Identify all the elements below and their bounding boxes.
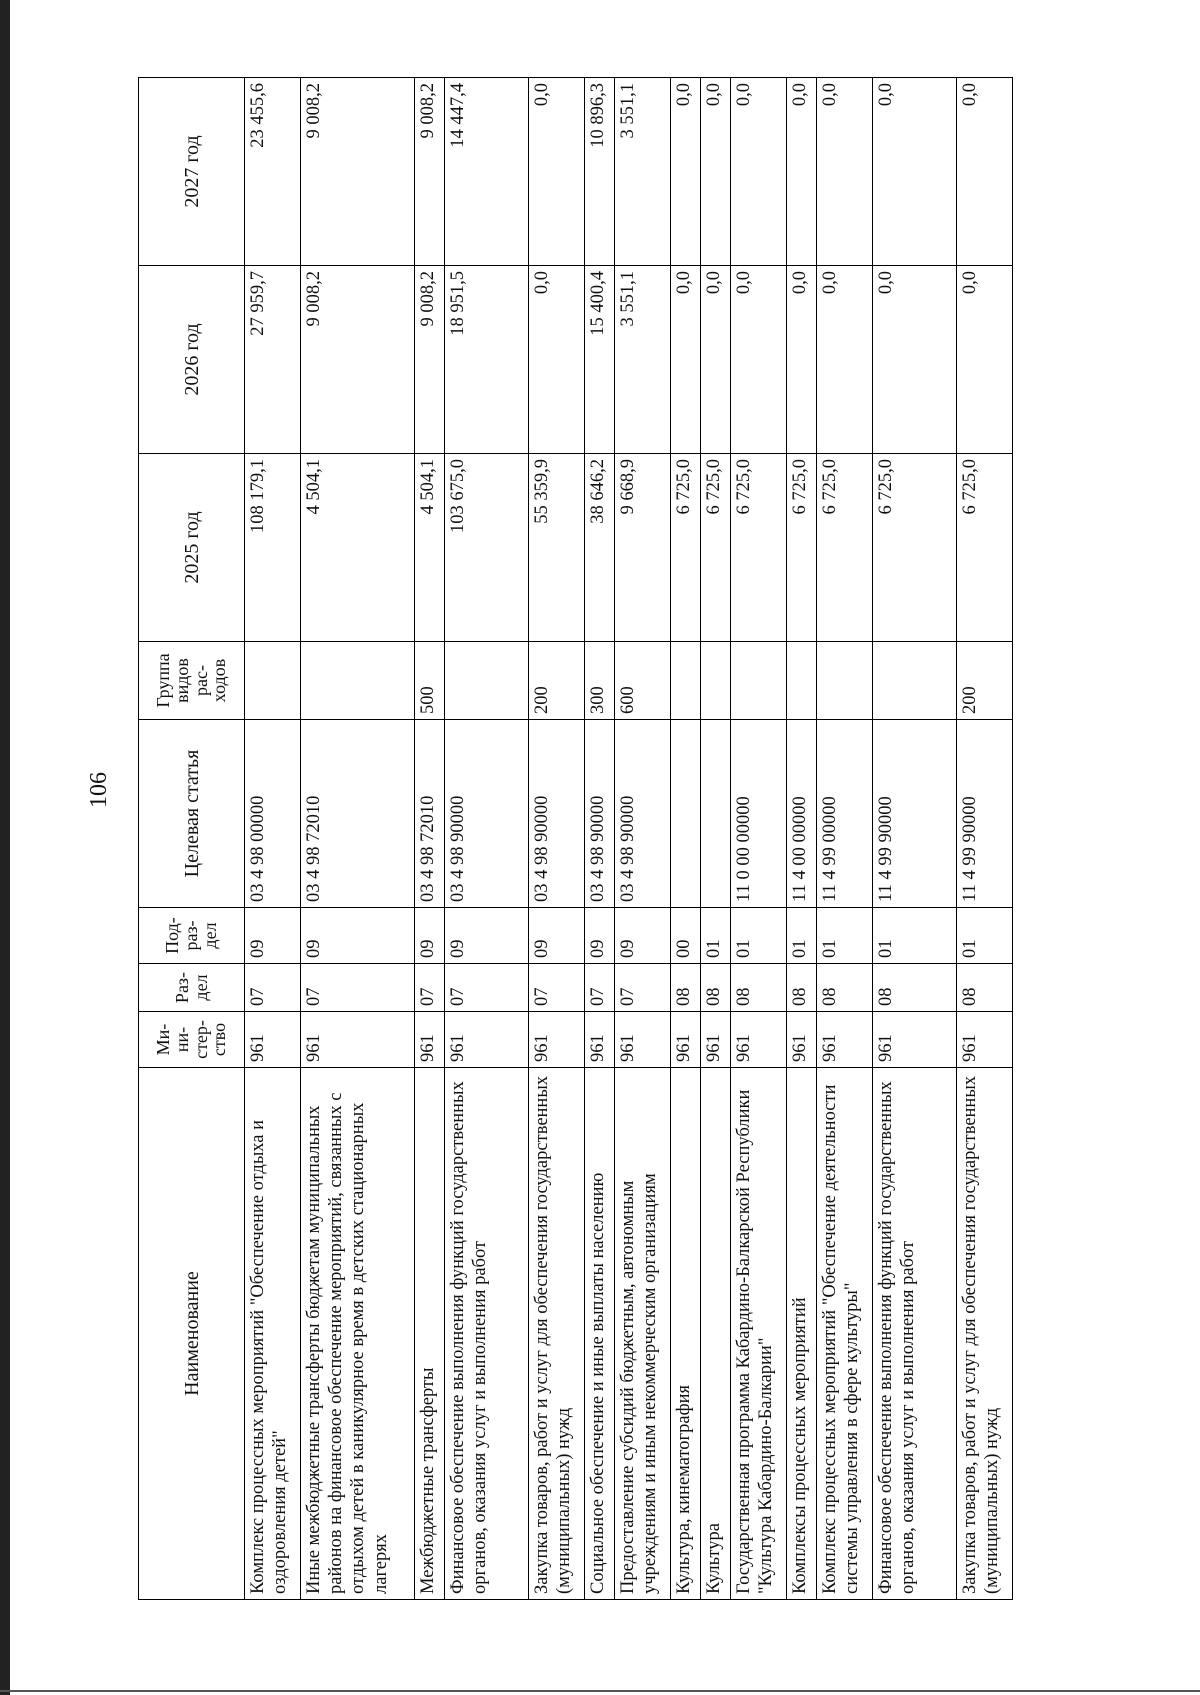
cell-target — [671, 720, 701, 908]
cell-ministry: 961 — [957, 1012, 1013, 1068]
cell-subsection: 01 — [731, 908, 787, 964]
table-row — [415, 78, 445, 1600]
table-row — [787, 78, 817, 1600]
table-row — [873, 78, 957, 1600]
cell-section: 08 — [817, 964, 873, 1012]
cell-section: 08 — [671, 964, 701, 1012]
cell-2025: 55 359,9 — [529, 454, 585, 642]
cell-subsection: 09 — [585, 908, 615, 964]
cell-group — [817, 642, 873, 720]
cell-2026: 0,0 — [817, 266, 873, 454]
cell-ministry: 961 — [701, 1012, 731, 1068]
cell-group — [701, 642, 731, 720]
table-row — [529, 78, 585, 1600]
cell-ministry: 961 — [445, 1012, 529, 1068]
cell-2025: 6 725,0 — [787, 454, 817, 642]
cell-2027: 10 896,3 — [585, 78, 615, 266]
cell-2026: 9 008,2 — [301, 266, 415, 454]
cell-target: 11 4 99 00000 — [817, 720, 873, 908]
cell-2027: 9 008,2 — [301, 78, 415, 266]
cell-target: 11 0 00 00000 — [731, 720, 787, 908]
cell-name: Межбюджетные трансферты — [415, 1068, 445, 1600]
cell-ministry: 961 — [245, 1012, 301, 1068]
cell-subsection: 01 — [957, 908, 1013, 964]
cell-target: 11 4 99 90000 — [957, 720, 1013, 908]
col-expense-group: Группа видов рас- ходов — [139, 642, 245, 720]
cell-section: 07 — [529, 964, 585, 1012]
cell-2026: 0,0 — [957, 266, 1013, 454]
cell-2025: 103 675,0 — [445, 454, 529, 642]
cell-group — [787, 642, 817, 720]
cell-ministry: 961 — [817, 1012, 873, 1068]
cell-name: Государственная программа Кабардино-Балкарской Республики "Культура Кабардино-Балкарии" — [731, 1068, 787, 1600]
cell-target: 03 4 98 72010 — [415, 720, 445, 908]
cell-target: 03 4 98 90000 — [615, 720, 671, 908]
cell-2025: 6 725,0 — [731, 454, 787, 642]
cell-ministry: 961 — [585, 1012, 615, 1068]
cell-2027: 3 551,1 — [615, 78, 671, 266]
cell-section: 08 — [957, 964, 1013, 1012]
table-row — [301, 78, 415, 1600]
cell-2026: 0,0 — [873, 266, 957, 454]
cell-group: 200 — [529, 642, 585, 720]
cell-2026: 3 551,1 — [615, 266, 671, 454]
cell-ministry: 961 — [301, 1012, 415, 1068]
cell-2027: 0,0 — [701, 78, 731, 266]
cell-section: 07 — [445, 964, 529, 1012]
cell-group — [671, 642, 701, 720]
cell-target: 03 4 98 90000 — [529, 720, 585, 908]
cell-section: 07 — [585, 964, 615, 1012]
cell-section: 07 — [245, 964, 301, 1012]
cell-2026: 0,0 — [701, 266, 731, 454]
cell-ministry: 961 — [615, 1012, 671, 1068]
cell-section: 07 — [415, 964, 445, 1012]
cell-2026: 0,0 — [671, 266, 701, 454]
cell-name: Закупка товаров, работ и услуг для обеспечения государственных (муниципальных) нужд — [957, 1068, 1013, 1600]
cell-section: 08 — [787, 964, 817, 1012]
cell-group: 200 — [957, 642, 1013, 720]
cell-2025: 6 725,0 — [957, 454, 1013, 642]
cell-section: 07 — [301, 964, 415, 1012]
cell-2025: 9 668,9 — [615, 454, 671, 642]
cell-2026: 27 959,7 — [245, 266, 301, 454]
cell-2025: 38 646,2 — [585, 454, 615, 642]
cell-2027: 14 447,4 — [445, 78, 529, 266]
cell-2027: 0,0 — [787, 78, 817, 266]
table-row — [731, 78, 787, 1600]
header-row — [139, 78, 245, 1600]
cell-2025: 108 179,1 — [245, 454, 301, 642]
cell-target: 11 4 99 90000 — [873, 720, 957, 908]
page-number: 106 — [86, 772, 112, 808]
cell-subsection: 09 — [301, 908, 415, 964]
cell-subsection: 01 — [787, 908, 817, 964]
cell-group: 500 — [415, 642, 445, 720]
cell-2027: 0,0 — [873, 78, 957, 266]
cell-ministry: 961 — [731, 1012, 787, 1068]
cell-name: Культура — [701, 1068, 731, 1600]
cell-name: Иные межбюджетные трансферты бюджетам муниципальных районов на финансовое обеспечение мероприятий, связанных с отдыхом детей в каникулярное время в детских стационарных лагерях — [301, 1068, 415, 1600]
rotated-table-wrapper — [138, 78, 1013, 1600]
budget-table — [138, 77, 1013, 1600]
cell-target: 11 4 00 00000 — [787, 720, 817, 908]
cell-target: 03 4 98 90000 — [585, 720, 615, 908]
cell-name: Закупка товаров, работ и услуг для обеспечения государственных (муниципальных) нужд — [529, 1068, 585, 1600]
cell-section: 07 — [615, 964, 671, 1012]
col-2025: 2025 год — [139, 454, 245, 642]
cell-ministry: 961 — [415, 1012, 445, 1068]
col-subsection: Под- раз- дел — [139, 908, 245, 964]
cell-group — [245, 642, 301, 720]
cell-2025: 6 725,0 — [701, 454, 731, 642]
col-name: Наименование — [139, 1068, 245, 1600]
cell-ministry: 961 — [671, 1012, 701, 1068]
cell-ministry: 961 — [529, 1012, 585, 1068]
cell-2027: 0,0 — [817, 78, 873, 266]
cell-name: Социальное обеспечение и иные выплаты населению — [585, 1068, 615, 1600]
cell-ministry: 961 — [787, 1012, 817, 1068]
cell-section: 08 — [701, 964, 731, 1012]
cell-target: 03 4 98 72010 — [301, 720, 415, 908]
cell-subsection: 09 — [245, 908, 301, 964]
cell-group — [301, 642, 415, 720]
cell-subsection: 09 — [615, 908, 671, 964]
scan-edge-left — [0, 0, 10, 1695]
col-target: Целевая статья — [139, 720, 245, 908]
cell-2027: 0,0 — [529, 78, 585, 266]
table-body — [245, 78, 1013, 1600]
cell-group: 600 — [615, 642, 671, 720]
table-row — [585, 78, 615, 1600]
cell-2026: 0,0 — [731, 266, 787, 454]
cell-2025: 6 725,0 — [817, 454, 873, 642]
scan-edge-bottom — [0, 1690, 1200, 1692]
cell-subsection: 09 — [529, 908, 585, 964]
cell-2027: 0,0 — [671, 78, 701, 266]
cell-2027: 0,0 — [731, 78, 787, 266]
cell-ministry: 961 — [873, 1012, 957, 1068]
cell-2026: 15 400,4 — [585, 266, 615, 454]
cell-2026: 0,0 — [529, 266, 585, 454]
cell-2025: 6 725,0 — [873, 454, 957, 642]
cell-target: 03 4 98 00000 — [245, 720, 301, 908]
col-ministry: Ми- ни- стер- ство — [139, 1012, 245, 1068]
table-row — [957, 78, 1013, 1600]
cell-2027: 9 008,2 — [415, 78, 445, 266]
cell-2026: 0,0 — [787, 266, 817, 454]
cell-subsection: 09 — [445, 908, 529, 964]
cell-name: Предоставление субсидий бюджетным, автономным учреждениям и иным некоммерческим организациям — [615, 1068, 671, 1600]
table-row — [817, 78, 873, 1600]
table-row — [245, 78, 301, 1600]
cell-section: 08 — [731, 964, 787, 1012]
cell-name: Комплекс процессных мероприятий "Обеспечение деятельности системы управления в сфере культуры" — [817, 1068, 873, 1600]
cell-2027: 0,0 — [957, 78, 1013, 266]
cell-2026: 9 008,2 — [415, 266, 445, 454]
cell-2025: 4 504,1 — [301, 454, 415, 642]
cell-group: 300 — [585, 642, 615, 720]
cell-subsection: 00 — [671, 908, 701, 964]
col-2026: 2026 год — [139, 266, 245, 454]
cell-2026: 18 951,5 — [445, 266, 529, 454]
cell-subsection: 01 — [817, 908, 873, 964]
cell-target — [701, 720, 731, 908]
table-row — [445, 78, 529, 1600]
col-section: Раз- дел — [139, 964, 245, 1012]
cell-name: Комплекс процессных мероприятий "Обеспечение отдыха и оздоровления детей" — [245, 1068, 301, 1600]
cell-2025: 4 504,1 — [415, 454, 445, 642]
col-2027: 2027 год — [139, 78, 245, 266]
cell-subsection: 01 — [701, 908, 731, 964]
cell-section: 08 — [873, 964, 957, 1012]
cell-2027: 23 455,6 — [245, 78, 301, 266]
cell-name: Финансовое обеспечение выполнения функций государственных органов, оказания услуг и выполнения работ — [873, 1068, 957, 1600]
cell-subsection: 09 — [415, 908, 445, 964]
cell-group — [445, 642, 529, 720]
cell-name: Культура, кинематография — [671, 1068, 701, 1600]
scan-tick — [4, 767, 8, 805]
cell-target: 03 4 98 90000 — [445, 720, 529, 908]
cell-2025: 6 725,0 — [671, 454, 701, 642]
cell-group — [873, 642, 957, 720]
cell-group — [731, 642, 787, 720]
cell-name: Финансовое обеспечение выполнения функций государственных органов, оказания услуг и выполнения работ — [445, 1068, 529, 1600]
table-row — [671, 78, 701, 1600]
cell-subsection: 01 — [873, 908, 957, 964]
table-row — [615, 78, 671, 1600]
cell-name: Комплексы процессных мероприятий — [787, 1068, 817, 1600]
table-row — [701, 78, 731, 1600]
